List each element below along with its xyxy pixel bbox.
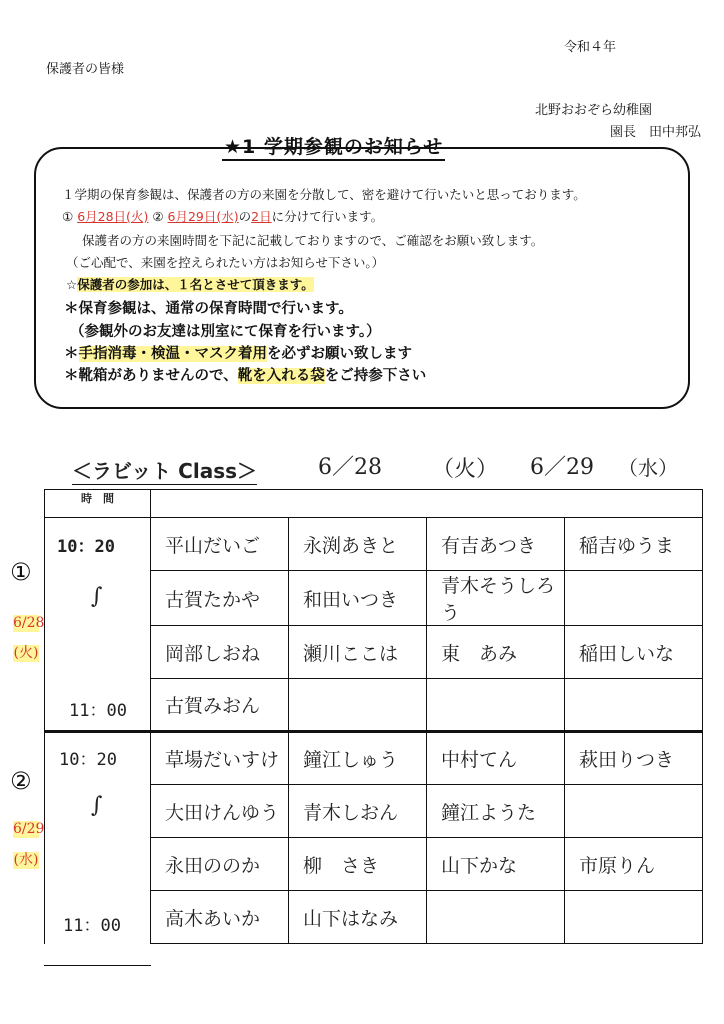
name-cell [565, 891, 703, 944]
notice-line-7: （参観外のお友達は別室にて保育を行います。） [70, 324, 381, 340]
session-2-date: 6/29 [13, 821, 45, 837]
name-cell: 萩田りつき [565, 732, 703, 785]
session-2-time [45, 732, 151, 944]
name-cell: 古賀たかや [151, 571, 289, 626]
name-cell [427, 891, 565, 944]
name-cell: 岡部しおね [151, 626, 289, 679]
name-cell: 平山だいご [151, 518, 289, 571]
session-1-end: 11：00 [69, 701, 127, 721]
name-cell [565, 571, 703, 626]
name-cell: 草場だいすけ [151, 732, 289, 785]
name-cell [565, 679, 703, 732]
notice-line-4: （ご心配で、来園を控えられたい方はお知らせ下さい。） [66, 255, 385, 270]
wave-icon: ∫ [91, 584, 103, 609]
session-2-end: 11：00 [63, 916, 121, 936]
table-bottom-line [44, 965, 151, 966]
name-cell: 市原りん [565, 838, 703, 891]
name-cell: 瀬川ここは [289, 626, 427, 679]
name-cell: 和田いつき [289, 571, 427, 626]
notice-line-1: １学期の保育参観は、保護者の方の来園を分散して、密を避けて行いたいと思っております。 [62, 187, 586, 202]
name-cell: 有吉あつき [427, 518, 565, 571]
notice-line-9: ＊靴箱がありませんので、靴を入れる袋をご持参下さい [64, 368, 427, 384]
class-day-2: （水） [618, 456, 678, 480]
name-cell: 東 あみ [427, 626, 565, 679]
name-cell: 山下はなみ [289, 891, 427, 944]
two-days: 2日 [251, 209, 272, 224]
class-date-1: 6／28 [318, 455, 382, 480]
table-row [45, 732, 703, 785]
wave-icon: ∫ [91, 793, 103, 818]
name-cell [289, 679, 427, 732]
name-cell: 鐘江ようた [427, 785, 565, 838]
notice-box [34, 147, 690, 409]
table-row [45, 518, 703, 571]
star-icon: ☆ [66, 277, 78, 292]
session-1-start: 10：20 [57, 537, 115, 557]
name-cell [427, 679, 565, 732]
notice-line-6: ＊保育参観は、通常の保育時間で行います。 [64, 301, 353, 317]
schedule-table [44, 489, 703, 944]
name-cell: 青木そうしろう [427, 571, 565, 626]
notice-line-2: ① 6月28日(火) ② 6月29日(水)の2日に分けて行います。 [62, 209, 384, 224]
addressee: 保護者の皆様 [46, 62, 125, 77]
date-1: 6月28日(火) [77, 209, 149, 224]
name-cell: 稲田しいな [565, 626, 703, 679]
time-header: 時 間 [45, 490, 151, 518]
notice-line-5: ☆保護者の参加は、１名とさせて頂きます。 [66, 277, 314, 292]
session-1-day: (火) [13, 645, 39, 661]
date-2: 6月29日(水) [167, 209, 239, 224]
name-cell: 鐘江しゅう [289, 732, 427, 785]
session-1-date: 6/28 [13, 615, 45, 631]
notice-line-8: ＊手指消毒・検温・マスク着用を必ずお願い致します [64, 346, 412, 362]
table-header-row [45, 490, 703, 518]
name-cell: 山下かな [427, 838, 565, 891]
name-cell: 永田ののか [151, 838, 289, 891]
name-cell: 中村てん [427, 732, 565, 785]
class-date-2: 6／29 [530, 455, 594, 480]
school-name: 北野おおぞら幼稚園 [535, 103, 653, 118]
name-cell: 青木しおん [289, 785, 427, 838]
name-cell: 高木あいか [151, 891, 289, 944]
name-cell: 大田けんゆう [151, 785, 289, 838]
name-cell: 稲吉ゆうま [565, 518, 703, 571]
page-title: ★1 学期参観のお知らせ [222, 132, 445, 161]
name-cell: 古賀みおん [151, 679, 289, 732]
principal-name: 園長 田中邦弘 [610, 125, 702, 140]
notice-line-3: 保護者の方の来園時間を下記に記載しておりますので、ご確認をお願い致します。 [82, 233, 544, 248]
class-name: ＜ラビット Class＞ [72, 455, 257, 485]
class-day-1: （火） [432, 457, 499, 482]
session-1-time [45, 518, 151, 732]
name-cell: 永渕あきと [289, 518, 427, 571]
era-year: 令和４年 [564, 40, 617, 55]
session-1-marker: ① [10, 558, 32, 586]
session-2-day: (水) [13, 852, 39, 868]
session-2-start: 10：20 [59, 750, 117, 770]
session-2-marker: ② [10, 767, 32, 795]
name-cell: 柳 さき [289, 838, 427, 891]
name-cell [565, 785, 703, 838]
